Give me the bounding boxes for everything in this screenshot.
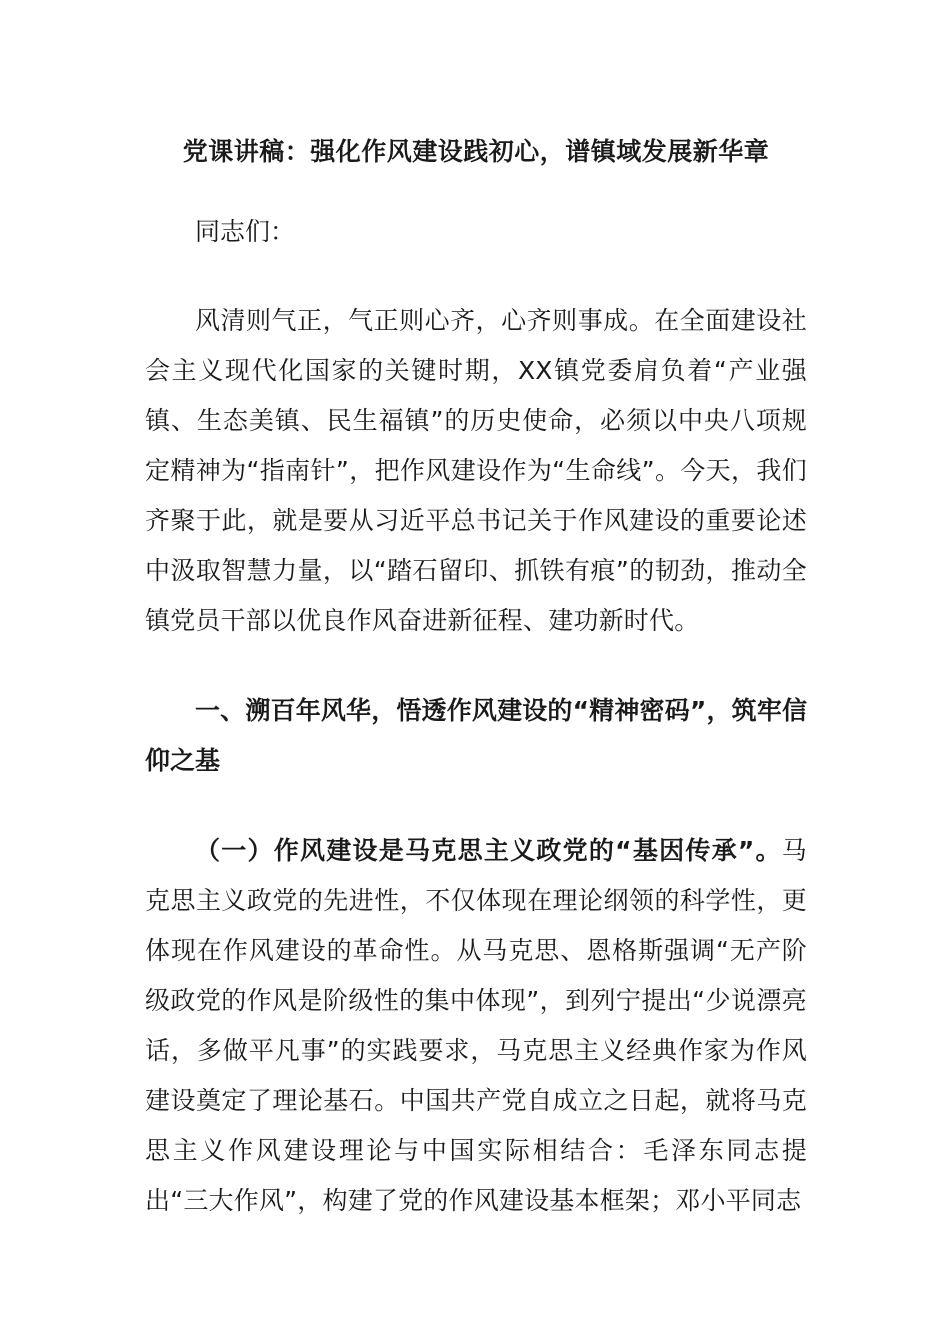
subsection-lead-1: （一）作风建设是马克思主义政党的“基因传承”。 bbox=[195, 836, 782, 865]
document-page bbox=[145, 128, 807, 1226]
subsection-paragraph-1 bbox=[145, 826, 807, 1226]
document-title: 党课讲稿：强化作风建设践初心，谱镇域发展新华章 bbox=[182, 137, 770, 166]
intro-paragraph: 风清则气正，气正则心齐，心齐则事成。在全面建设社会主义现代化国家的关键时期，XX镇党委肩负着“产业强镇、生态美镇、民生福镇”的历史使命，必须以中央八项规定精神为“指南针”，把作风建设作为“生命线”。今天，我们齐聚于此，就是要从习近平总书记关于作风建设的重要论述中汲取智慧力量，以“踏石留印、抓铁有痕”的韧劲，推动全镇党员干部以优良作风奋进新征程、建功新时代。 bbox=[145, 306, 807, 635]
subsection-body-1: 马克思主义政党的先进性，不仅体现在理论纲领的科学性，更体现在作风建设的革命性。从马克思、恩格斯强调“无产阶级政党的作风是阶级性的集中体现”，到列宁提出“少说漂亮话，多做平凡事”的实践要求，马克思主义经典作家为作风建设奠定了理论基石。中国共产党自成立之日起，就将马克思主义作风建设理论与中国实际相结合：毛泽东同志提出“三大作风”，构建了党的作风建设基本框架；邓小平同志 bbox=[145, 836, 807, 1215]
section-heading-1: 一、溯百年风华，悟透作风建设的“精神密码”，筑牢信仰之基 bbox=[145, 696, 807, 775]
salutation: 同志们： bbox=[195, 217, 296, 246]
